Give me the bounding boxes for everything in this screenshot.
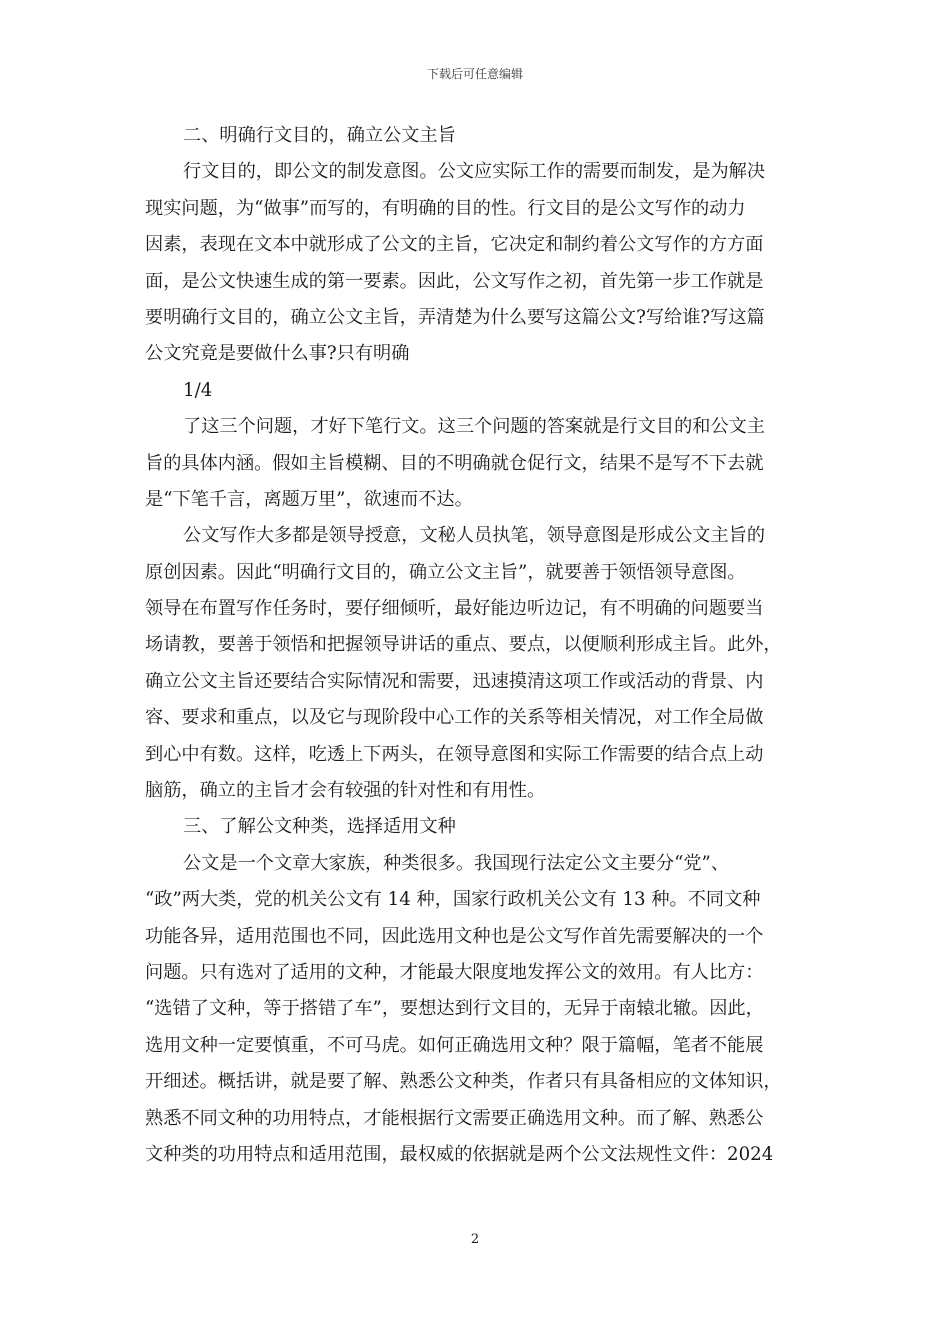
text-line: 现实问题，为“做事”而写的，有明确的目的性。行文目的是公文写作的动力 [145, 197, 746, 219]
text-line: 旨的具体内涵。假如主旨模糊、目的不明确就仓促行文，结果不是写不下去就 [145, 452, 764, 474]
text-line: 问题。只有选对了适用的文种，才能最大限度地发挥公文的效用。有人比方： [145, 961, 764, 983]
text-line: 领导在布置写作任务时，要仔细倾听，最好能边听边记，有不明确的问题要当 [145, 598, 764, 620]
text-line: “选错了文种，等于搭错了车”，要想达到行文目的，无异于南辕北辙。因此， [145, 998, 764, 1020]
text-line: 选用文种一定要慎重，不可马虎。如何正确选用文种？限于篇幅，笔者不能展 [145, 1034, 764, 1056]
text-line: 文种类的功用特点和适用范围，最权威的依据就是两个公文法规性文件：2024 [145, 1143, 774, 1165]
text-line: 是“下笔千言，离题万里”，欲速而不达。 [145, 488, 473, 510]
text-line: 脑筋，确立的主旨才会有较强的针对性和有用性。 [145, 780, 546, 802]
text-line: 到心中有数。这样，吃透上下两头，在领导意图和实际工作需要的结合点上动 [145, 743, 764, 765]
text-line: 了这三个问题，才好下笔行文。这三个问题的答案就是行文目的和公文主 [183, 416, 766, 438]
text-line: 场请教，要善于领悟和把握领导讲话的重点、要点，以便顺利形成主旨。此外， [145, 634, 782, 656]
text-line: 容、要求和重点，以及它与现阶段中心工作的关系等相关情况，对工作全局做 [145, 707, 764, 729]
page-header: 下载后可任意编辑 [426, 67, 523, 81]
text-line: 确立公文主旨还要结合实际情况和需要，迅速摸清这项工作或活动的背景、内 [145, 670, 764, 692]
text-line: 熟悉不同文种的功用特点，才能根据行文需要正确选用文种。而了解、熟悉公 [145, 1107, 764, 1129]
text-line: 要明确行文目的，确立公文主旨，弄清楚为什么要写这篇公文?写给谁?写这篇 [145, 306, 765, 328]
document-body [145, 118, 809, 1173]
text-line: 功能各异，适用范围也不同，因此选用文种也是公文写作首先需要解决的一个 [145, 925, 764, 947]
text-line: 行文目的，即公文的制发意图。公文应实际工作的需要而制发，是为解决 [183, 161, 766, 183]
text-line: 公文究竟是要做什么事?只有明确 [145, 343, 410, 365]
text-line: 开细述。概括讲，就是要了解、熟悉公文种类，作者只有具备相应的文体知识， [145, 1071, 782, 1093]
text-line: 面，是公文快速生成的第一要素。因此，公文写作之初，首先第一步工作就是 [145, 270, 764, 292]
section-heading: 三、了解公文种类，选择适用文种 [183, 816, 456, 838]
text-line: 因素，表现在文本中就形成了公文的主旨，它决定和制约着公文写作的方方面 [145, 234, 764, 256]
page-number: 2 [470, 1232, 480, 1247]
inline-page-marker: 1/4 [183, 379, 213, 401]
text-line: 公文是一个文章大家族，种类很多。我国现行法定公文主要分“党”、 [183, 852, 730, 874]
text-line: “政”两大类，党的机关公文有 14 种，国家行政机关公文有 13 种。不同文种 [145, 889, 761, 911]
text-line: 原创因素。因此“明确行文目的，确立公文主旨”，就要善于领悟领导意图。 [145, 561, 746, 583]
text-line: 公文写作大多都是领导授意，文秘人员执笔，领导意图是形成公文主旨的 [183, 525, 766, 547]
section-heading: 二、明确行文目的，确立公文主旨 [183, 125, 456, 146]
